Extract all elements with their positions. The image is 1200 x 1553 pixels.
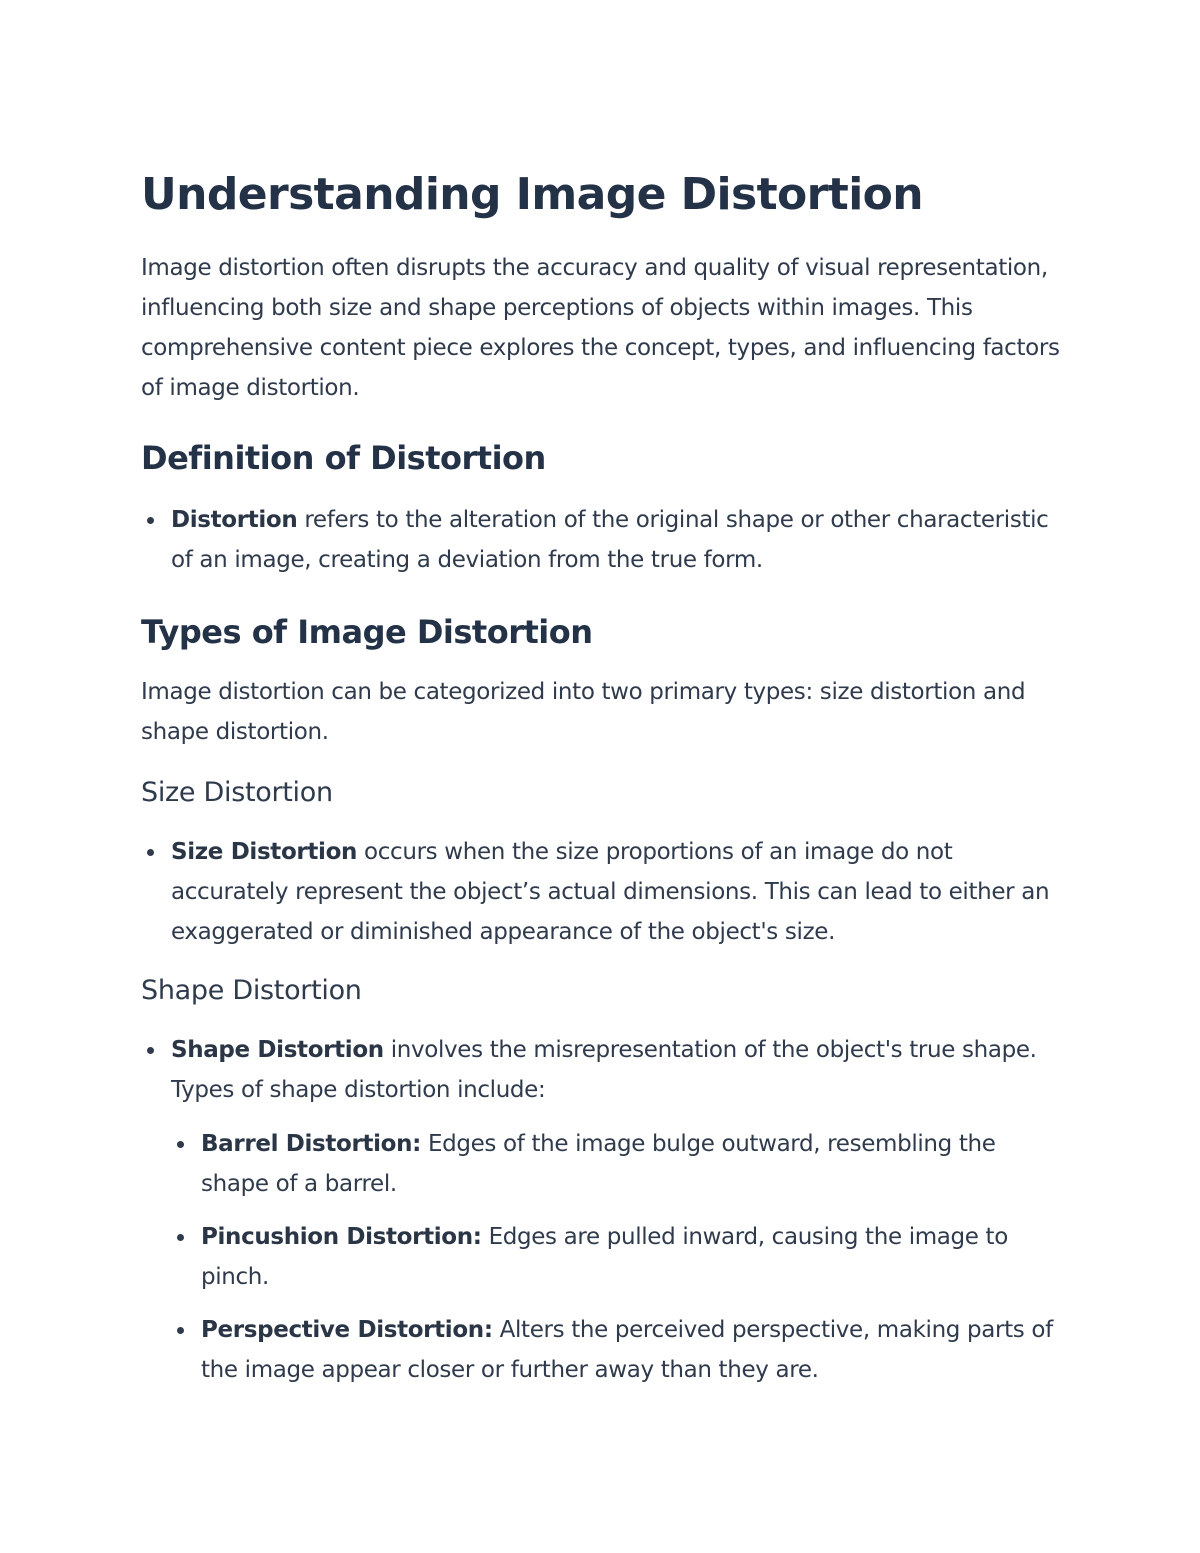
definition-list	[141, 500, 1060, 580]
shape-distortion-list	[141, 1030, 1060, 1390]
size-distortion-list	[141, 832, 1060, 952]
bullet-icon	[177, 1327, 184, 1334]
bullet-icon	[177, 1234, 184, 1241]
term-description: Edges of the image bulge outward, resembling the shape of a barrel.	[201, 1131, 996, 1197]
page-title: Understanding Image Distortion	[141, 169, 924, 220]
term-description: Alters the perceived perspective, making parts of the image appear closer or further away than they are.	[201, 1317, 1053, 1383]
list-item	[171, 1030, 1060, 1390]
list-item	[171, 832, 1060, 952]
shape-distortion-types-list	[171, 1124, 1060, 1390]
term: Pincushion Distortion:	[201, 1224, 482, 1250]
definition-heading: Definition of Distortion	[141, 439, 546, 477]
term-description: Edges are pulled inward, causing the image to pinch.	[201, 1224, 1008, 1290]
term: Shape Distortion	[171, 1037, 384, 1063]
shape-distortion-heading: Shape Distortion	[141, 975, 362, 1006]
types-intro-paragraph: Image distortion can be categorized into two primary types: size distortion and shape distortion.	[141, 679, 1026, 745]
bullet-icon	[147, 849, 154, 856]
list-item	[171, 500, 1060, 580]
term: Size Distortion	[171, 839, 358, 865]
list-item	[201, 1310, 1060, 1390]
bullet-icon	[147, 517, 154, 524]
bullet-icon	[177, 1141, 184, 1148]
intro-paragraph: Image distortion often disrupts the accuracy and quality of visual representation, influencing both size and shape perceptions of objects within images. This comprehensive content piece explores the concept, types, and influencing factors of image distortion.	[141, 255, 1060, 401]
term-description: involves the misrepresentation of the object's true shape. Types of shape distortion include:	[171, 1037, 1037, 1103]
bullet-icon	[147, 1047, 154, 1054]
list-item	[201, 1124, 1060, 1204]
types-heading: Types of Image Distortion	[141, 613, 593, 651]
term-description: occurs when the size proportions of an image do not accurately represent the object’s actual dimensions. This can lead to either an exaggerated or diminished appearance of the object's size.	[171, 839, 1050, 945]
term-description: refers to the alteration of the original shape or other characteristic of an image, creating a deviation from the true form.	[171, 507, 1049, 573]
term: Barrel Distortion:	[201, 1131, 421, 1157]
size-distortion-heading: Size Distortion	[141, 777, 333, 808]
term: Distortion	[171, 507, 298, 533]
term: Perspective Distortion:	[201, 1317, 493, 1343]
list-item	[201, 1217, 1060, 1297]
